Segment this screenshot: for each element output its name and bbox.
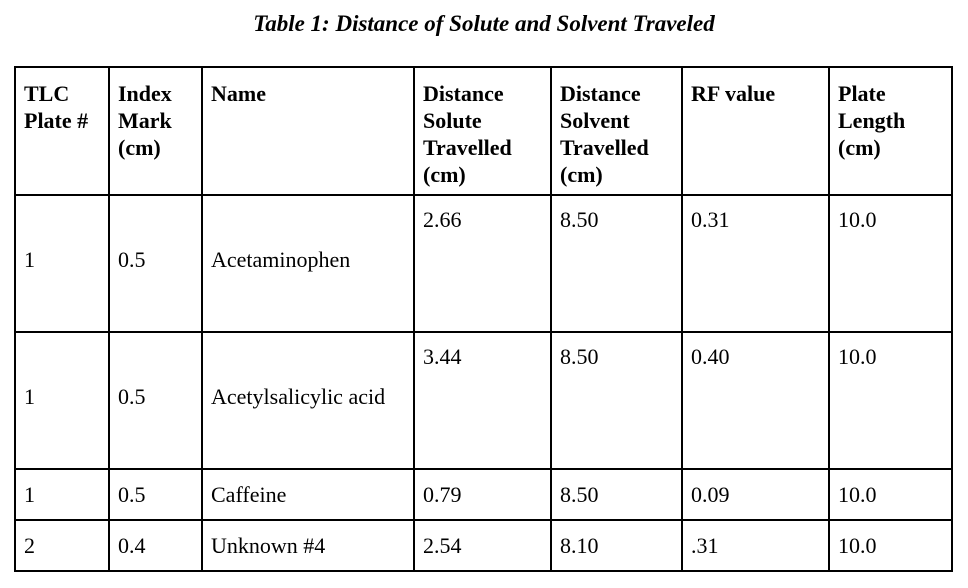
header-line: Travelled (560, 135, 649, 160)
cell-tlc-plate: 1 (15, 469, 109, 520)
header-line: (cm) (118, 135, 161, 160)
tlc-results-table (14, 66, 953, 572)
header-line: (cm) (560, 162, 603, 187)
header-line: TLC (24, 81, 70, 106)
cell-index-mark: 0.5 (109, 332, 202, 469)
header-distance-solute (414, 67, 551, 195)
cell-plate-length: 10.0 (829, 332, 952, 469)
cell-distance-solvent: 8.50 (551, 195, 682, 332)
cell-name: Acetylsalicylic acid (202, 332, 414, 469)
header-line: Plate # (24, 108, 89, 133)
cell-distance-solvent: 8.50 (551, 332, 682, 469)
cell-distance-solvent: 8.50 (551, 469, 682, 520)
header-distance-solvent (551, 67, 682, 195)
cell-name: Unknown #4 (202, 520, 414, 571)
cell-rf-value: 0.40 (682, 332, 829, 469)
header-line: Index (118, 81, 172, 106)
header-line: RF value (691, 81, 776, 106)
header-line: (cm) (423, 162, 466, 187)
cell-index-mark: 0.4 (109, 520, 202, 571)
cell-distance-solvent: 8.10 (551, 520, 682, 571)
cell-name: Caffeine (202, 469, 414, 520)
cell-rf-value: .31 (682, 520, 829, 571)
cell-distance-solute: 2.54 (414, 520, 551, 571)
cell-tlc-plate: 2 (15, 520, 109, 571)
cell-plate-length: 10.0 (829, 520, 952, 571)
header-tlc-plate (15, 67, 109, 195)
header-line: Mark (118, 108, 172, 133)
header-index-mark (109, 67, 202, 195)
header-line: (cm) (838, 135, 881, 160)
header-line: Plate (838, 81, 886, 106)
header-line: Name (211, 81, 266, 106)
header-line: Solute (423, 108, 482, 133)
table-row (15, 469, 952, 520)
cell-rf-value: 0.31 (682, 195, 829, 332)
header-line: Solvent (560, 108, 630, 133)
table-row (15, 332, 952, 469)
header-line: Distance (423, 81, 504, 106)
cell-distance-solute: 3.44 (414, 332, 551, 469)
table-caption: Table 1: Distance of Solute and Solvent Traveled (253, 11, 715, 36)
cell-tlc-plate: 1 (15, 332, 109, 469)
header-row (15, 67, 952, 195)
cell-plate-length: 10.0 (829, 469, 952, 520)
header-line: Distance (560, 81, 641, 106)
cell-distance-solute: 2.66 (414, 195, 551, 332)
cell-distance-solute: 0.79 (414, 469, 551, 520)
header-line: Length (838, 108, 906, 133)
cell-tlc-plate: 1 (15, 195, 109, 332)
cell-index-mark: 0.5 (109, 195, 202, 332)
cell-index-mark: 0.5 (109, 469, 202, 520)
header-line: Travelled (423, 135, 512, 160)
header-rf-value (682, 67, 829, 195)
table-row (15, 520, 952, 571)
cell-plate-length: 10.0 (829, 195, 952, 332)
cell-rf-value: 0.09 (682, 469, 829, 520)
cell-name: Acetaminophen (202, 195, 414, 332)
table-row (15, 195, 952, 332)
header-plate-length (829, 67, 952, 195)
header-name (202, 67, 414, 195)
